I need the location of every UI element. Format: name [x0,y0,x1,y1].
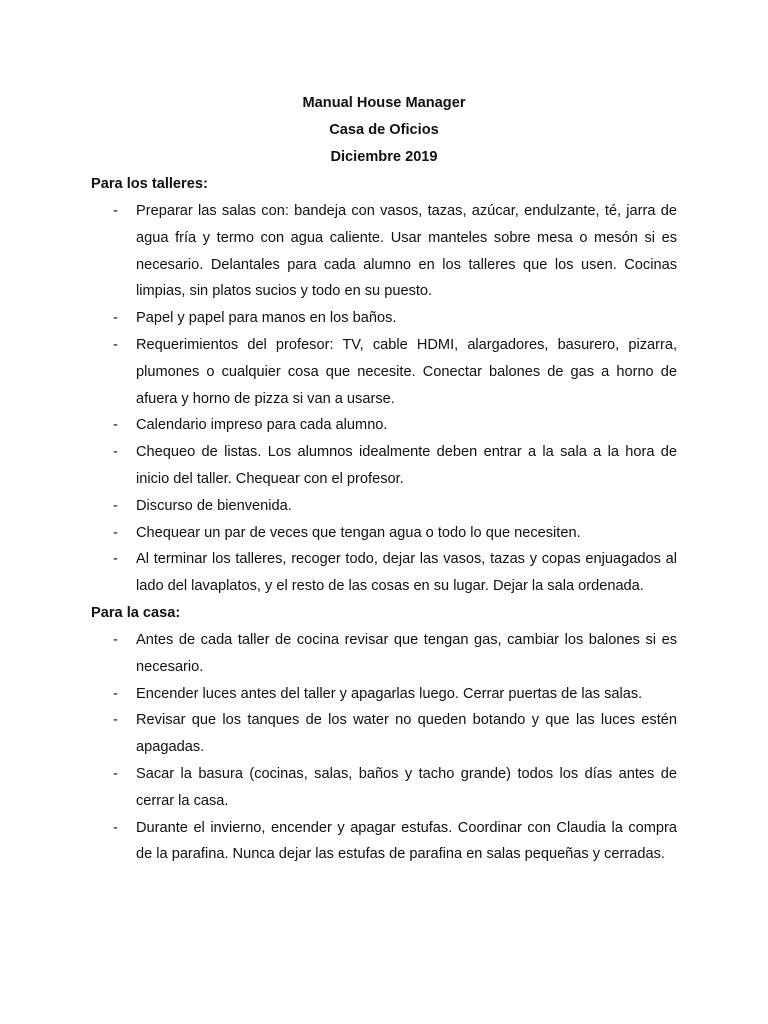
list-item-text: Preparar las salas con: bandeja con vasos, tazas, azúcar, endulzante, té, jarra de agua fría y termo con agua caliente. Usar manteles sobre mesa o mesón si es necesario. Delantales para cada alumno en los talleres que los usen. Cocinas limpias, sin platos sucios y todo en su puesto. [136,203,677,300]
list-item [91,681,677,708]
list-item-text: Papel y papel para manos en los baños. [136,310,397,327]
list-item-text: Revisar que los tanques de los water no queden botando y que las luces estén apagadas. [136,712,677,756]
bullet-dash: - [113,336,118,353]
list-item [91,627,677,681]
bullet-dash: - [113,444,118,461]
document-date: Diciembre 2019 [330,149,438,165]
list-item-text: Sacar la basura (cocinas, salas, baños y tacho grande) todos los días antes de cerrar la casa. [136,765,677,809]
list-item-text: Chequeo de listas. Los alumnos idealmente deben entrar a la sala a la hora de inicio del taller. Chequear con el profesor. [136,444,677,487]
bullet-dash: - [113,203,118,219]
document-subtitle: Casa de Oficios [329,122,439,138]
section-heading: Para la casa: [91,604,181,621]
bullet-dash: - [113,712,118,729]
bullet-dash: - [113,417,118,434]
list-item [91,439,677,493]
list-item-text: Discurso de bienvenida. [136,497,292,514]
list-item-text: Al terminar los talleres, recoger todo, dejar las vasos, tazas y copas enjuagados al lado del lavaplatos, y el resto de las cosas en su lugar. Dejar la sala ordenada. [136,551,677,595]
list-item [91,493,677,520]
list-item [91,815,677,869]
bullet-dash: - [113,819,118,836]
list-item [91,546,677,600]
bullet-dash: - [113,497,118,514]
list-item-text: Calendario impreso para cada alumno. [136,417,388,434]
section-casa [91,600,677,868]
list-item [91,520,677,547]
section-heading: Para los talleres: [91,176,208,192]
list-item [91,412,677,439]
list-item [91,332,677,412]
list-item-text: Durante el invierno, encender y apagar estufas. Coordinar con Claudia la compra de la parafina. Nunca dejar las estufas de parafina en salas pequeñas y cerradas. [136,819,677,863]
bullet-dash: - [113,524,118,541]
list-item [91,198,677,305]
bullet-dash: - [113,765,118,782]
section-list [91,198,677,600]
section-list [91,627,677,868]
bullet-dash: - [113,310,118,327]
bullet-dash: - [113,685,118,702]
list-item-text: Encender luces antes del taller y apagarlas luego. Cerrar puertas de las salas. [136,685,643,702]
list-item [91,761,677,815]
list-item-text: Antes de cada taller de cocina revisar que tengan gas, cambiar los balones si es necesario. [136,631,677,675]
list-item-text: Chequear un par de veces que tengan agua o todo lo que necesiten. [136,524,581,541]
list-item [91,305,677,332]
list-item-text: Requerimientos del profesor: TV, cable HDMI, alargadores, basurero, pizarra, plumones o cualquier cosa que necesite. Conectar balones de gas a horno de afuera y horno de pizza si van a usarse. [136,336,677,407]
list-item [91,707,677,761]
document-title-block [91,90,677,171]
bullet-dash: - [113,631,118,648]
bullet-dash: - [113,551,118,568]
section-talleres [91,171,677,600]
document-title: Manual House Manager [302,95,466,111]
